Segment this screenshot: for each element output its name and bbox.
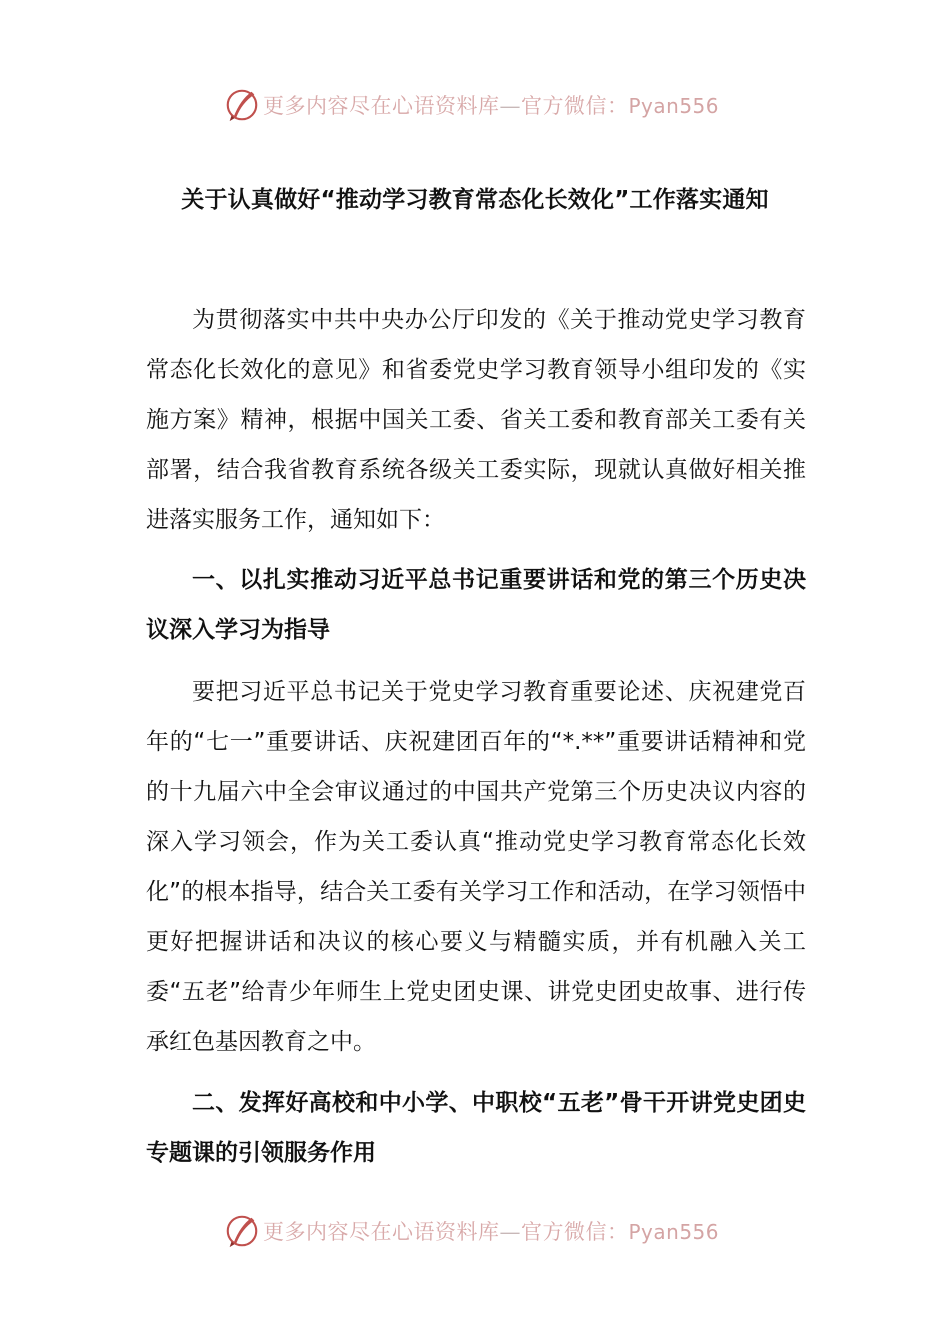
section-2-heading-block (146, 1078, 806, 1178)
quill-logo-icon (223, 86, 261, 124)
watermark-header (0, 85, 950, 125)
section-1-heading-block (146, 555, 806, 655)
intro-paragraph-block (146, 295, 806, 545)
document-title: 关于认真做好“推动学习教育常态化长效化”工作落实通知 (181, 187, 769, 213)
watermark-text: 更多内容尽在心语资料库—官方微信：Pyan556 (262, 1220, 719, 1244)
section-1-body-block (146, 667, 806, 1067)
watermark-text: 更多内容尽在心语资料库—官方微信：Pyan556 (262, 94, 719, 118)
intro-paragraph: 为贯彻落实中共中央办公厅印发的《关于推动党史学习教育常态化长效化的意见》和省委党史学习教育领导小组印发的《实施方案》精神，根据中国关工委、省关工委和教育部关工委有关部署，结合我省教育系统各级关工委实际，现就认真做好相关推进落实服务工作，通知如下： (146, 307, 806, 533)
section-2-heading: 二、发挥好高校和中小学、中职校“五老”骨干开讲党史团史专题课的引领服务作用 (146, 1090, 806, 1166)
quill-logo-icon (223, 1212, 261, 1250)
section-1-heading: 一、以扎实推动习近平总书记重要讲话和党的第三个历史决议深入学习为指导 (146, 567, 806, 643)
section-1-body: 要把习近平总书记关于党史学习教育重要论述、庆祝建党百年的“七一”重要讲话、庆祝建团百年的“*.**”重要讲话精神和党的十九届六中全会审议通过的中国共产党第三个历史决议内容的深入学习领会，作为关工委认真“推动党史学习教育常态化长效化”的根本指导，结合关工委有关学习工作和活动，在学习领悟中更好把握讲话和决议的核心要义与精髓实质，并有机融入关工委“五老”给青少年师生上党史团史课、讲党史团史故事、进行传承红色基因教育之中。 (146, 679, 806, 1055)
watermark-footer (0, 1211, 950, 1251)
